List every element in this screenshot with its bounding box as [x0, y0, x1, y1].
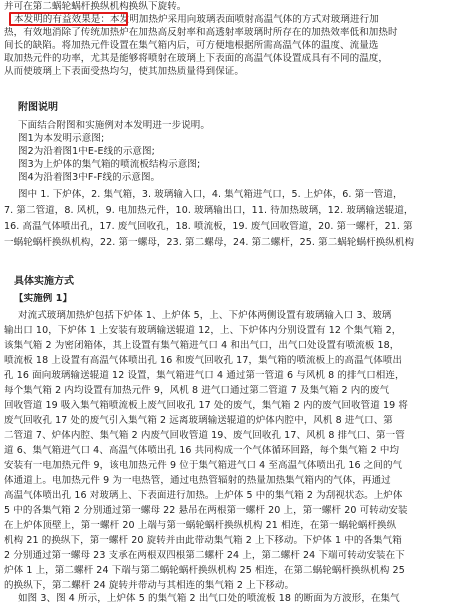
drawing-line: 图1为本发明示意图; [18, 133, 105, 144]
body-line: 体通道上。电加热元件 9 为一电热管，通过电热管辐射的热量加热集气箱内的气体，再通过 [4, 475, 391, 486]
section-title-drawings: 附图说明 [18, 102, 58, 113]
body-line: 如图 3、图 4 所示，上炉体 5 的集气箱 2 出气口处的喷流板 18 的断面为方波形，在集气 [18, 593, 400, 604]
body-line: 喷流板 18 上设置有高温气体喷出孔 16 和废气回收孔 17，集气箱的喷流板上的高温气体喷出 [4, 355, 403, 366]
body-line: 对流式玻璃加热炉包括下炉体 1、上炉体 5，上、下炉体两侧设置有玻璃输入口 3、玻璃 [18, 310, 392, 321]
drawing-line: 图中 1. 下炉体，2. 集气箱，3. 玻璃输入口，4. 集气箱进气口，5. 上炉体，6. 第一管道， [18, 189, 403, 200]
body-line: 回收管道 19 吸入集气箱喷流板上废气回收孔 17 处的废气，集气箱 2 内的废气回收管道 19 将 [4, 400, 408, 411]
drawing-line: 图4为沿着图3中F-F线的示意图。 [18, 172, 161, 183]
body-line: 孔 16 面向玻璃输送辊道 12 设置，集气箱进气口 4 通过第一管道 6 与风机 8 的排气口相连， [4, 370, 405, 381]
intro-line: 从而使玻璃上下表面受热均匀，使其加热质量得到保证。 [4, 66, 245, 77]
body-line: 5 中的各集气箱 2 分别通过第一螺母 22 悬吊在两根第一螺杆 20 上，第一螺杆 20 可转动安装 [4, 505, 408, 516]
drawing-line: 一蜗轮蜗杆换纵机构，22. 第一螺母，23. 第二螺母，24. 第二螺杆，25. 第二蜗轮蜗杆换纵机构 [4, 237, 415, 248]
intro-line: 取加热元件的功率，尤其是能够将喷射在玻璃上下表面的高温气体设置成具有不同的温度， [4, 53, 389, 64]
body-line: 该集气箱 2 为密闭箱体，其上设置有集气箱进气口 4 和出气口，出气口处设置有喷流板 18， [4, 340, 400, 351]
body-line: 道 6、集气箱进气口 4、高温气体喷出孔 16 共同构成一个气体循环回路，每个集气箱 2 中均 [4, 445, 400, 456]
highlight-box [9, 12, 128, 26]
intro-line: 热，有效地消除了传统加热炉在加热高反射率和高透射率玻璃时所存在的加热效率低和加热时 [4, 27, 398, 38]
body-line: 二管道 7、炉体内腔、集气箱 2 内废气回收管道 19、废气回收孔 17、风机 8 排气口、第一管 [4, 430, 405, 441]
drawing-line: 16. 高温气体喷出孔，17. 废气回收孔，18. 喷流板，19. 废气回收管道，20. 第一螺杆，21. 第 [4, 221, 413, 232]
example-title: 【实施例 1】 [14, 293, 73, 304]
body-line: 每个集气箱 2 内均设置有加热元件 9，风机 8 进气口通过第二管道 7 及集气箱 2 内的废气 [4, 385, 390, 396]
intro-line: 并可在第二蜗轮蜗杆换纵机构换纵下旋转。 [4, 1, 187, 12]
drawing-line: 图2为沿着图1中E-E线的示意图; [18, 146, 155, 157]
drawing-line: 7. 第二管道，8. 风机，9. 电加热元件，10. 玻璃输出口，11. 待加热玻璃，12. 玻璃输送辊道， [4, 205, 414, 216]
body-line: 废气回收孔 17 处的废气引入集气箱 2 远离玻璃输送辊道的炉体内腔中，风机 8 进气口、第 [4, 415, 393, 426]
body-line: 机构 21 的换纵下，第一螺杆 20 旋转并由此带动集气箱 2 上下移动。下炉体 1 中的各集气箱 [4, 535, 402, 546]
body-line: 安装有一电加热元件 9，该电加热元件 9 位于集气箱进气口 4 至高温气体喷出孔 16 之间的气 [4, 460, 403, 471]
body-line: 输出口 10，下炉体 1 上安装有玻璃输送辊道 12，上、下炉体内分别设置有 12 个集气箱 2， [4, 325, 402, 336]
intro-line: 本发明的有益效果是：本发明加热炉采用向玻璃表面喷射高温气体的方式对玻璃进行加 [14, 14, 379, 25]
body-line: 在上炉体顶壁上，第一螺杆 20 上端与第一蜗轮蜗杆换纵机构 21 相连，在第一蜗轮蜗杆换纵 [4, 520, 397, 531]
body-line: 的换纵下，第二螺杆 24 旋转并带动与其相连的集气箱 2 上下移动。 [4, 580, 295, 591]
drawing-line: 下面结合附图和实施例对本发明进一步说明。 [18, 120, 211, 131]
body-line: 炉体 1 上，第二螺杆 24 下端与第二蜗轮蜗杆换纵机构 25 相连，在第二蜗轮蜗杆换纵机构 25 [4, 565, 405, 576]
intro-line: 间长的缺陷。将加热元件设置在集气箱内后，可方便地根据所需高温气体的温度、流量选 [4, 40, 379, 51]
body-line: 2 分别通过第一螺母 23 支承在两根双四根第二螺杆 24 上，第二螺杆 24 下端可转动安装在下 [4, 550, 405, 561]
drawing-line: 图3为上炉体的集气箱的喷流板结构示意图; [18, 159, 201, 170]
body-line: 高温气体喷出孔 16 对玻璃上、下表面进行加热。上炉体 5 中的集气箱 2 为刮视状态。上炉体 [4, 490, 403, 501]
section-title-embodiment: 具体实施方式 [14, 276, 74, 287]
